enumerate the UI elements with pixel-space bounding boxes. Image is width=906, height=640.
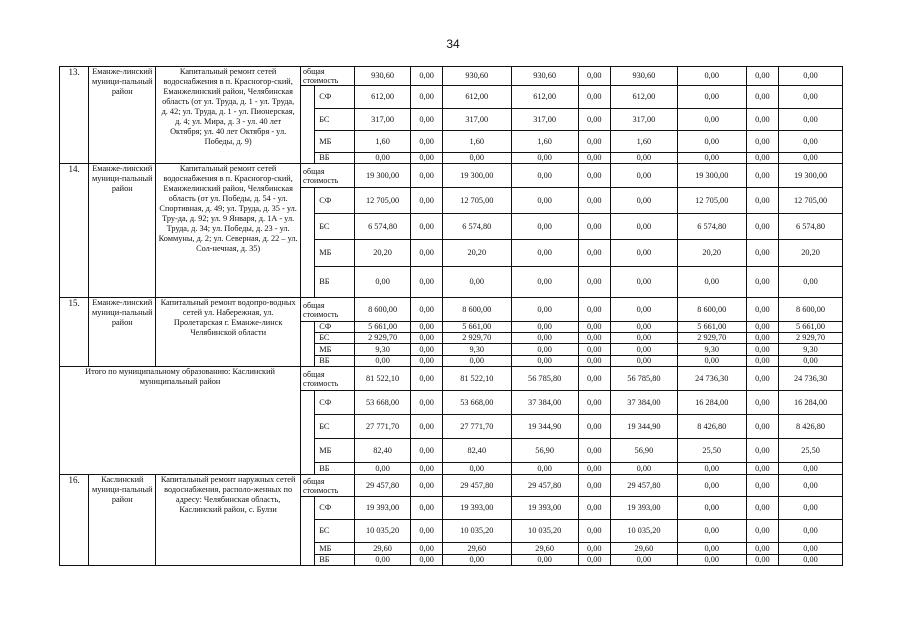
value-cell: 0,00 <box>578 497 610 520</box>
value-cell: 0,00 <box>411 475 442 497</box>
value-cell: 0,00 <box>677 463 746 475</box>
funding-source: ВБ <box>315 153 355 164</box>
total-label: Итого по муниципальному образованию: Каслинский муниципальный район <box>60 367 301 475</box>
value-cell: 0,00 <box>578 415 610 439</box>
value-cell: 0,00 <box>746 555 778 566</box>
value-cell: 2 929,70 <box>354 333 411 344</box>
value-cell: 317,00 <box>511 109 578 131</box>
total-cost-label: общая стоимость <box>301 298 355 322</box>
including-label <box>301 322 315 367</box>
value-cell: 0,00 <box>746 463 778 475</box>
value-cell: 0,00 <box>677 520 746 543</box>
value-cell: 27 771,70 <box>442 415 511 439</box>
total-cost-label: общая стоимость <box>301 475 355 497</box>
value-cell: 9,30 <box>442 344 511 356</box>
value-cell: 0,00 <box>746 497 778 520</box>
value-cell: 0,00 <box>779 555 843 566</box>
value-cell: 5 661,00 <box>779 322 843 333</box>
value-cell: 19 344,90 <box>511 415 578 439</box>
value-cell: 0,00 <box>779 356 843 367</box>
funding-source: ВБ <box>315 555 355 566</box>
value-cell: 0,00 <box>746 164 778 188</box>
value-cell: 0,00 <box>779 475 843 497</box>
value-cell: 0,00 <box>411 109 442 131</box>
value-cell: 0,00 <box>411 86 442 109</box>
value-cell: 81 522,10 <box>354 367 411 391</box>
value-cell: 6 574,80 <box>677 214 746 240</box>
value-cell: 12 705,00 <box>677 188 746 214</box>
value-cell: 0,00 <box>610 188 677 214</box>
value-cell: 0,00 <box>779 131 843 153</box>
value-cell: 9,30 <box>354 344 411 356</box>
value-cell: 0,00 <box>677 86 746 109</box>
value-cell: 0,00 <box>746 188 778 214</box>
value-cell: 19 393,00 <box>610 497 677 520</box>
value-cell: 930,60 <box>354 67 411 86</box>
value-cell: 37 384,00 <box>610 391 677 415</box>
value-cell: 0,00 <box>746 475 778 497</box>
value-cell: 0,00 <box>442 356 511 367</box>
table-row <box>60 367 843 391</box>
value-cell: 8 600,00 <box>442 298 511 322</box>
item-number: 13. <box>60 67 89 164</box>
value-cell: 19 393,00 <box>442 497 511 520</box>
value-cell: 0,00 <box>677 153 746 164</box>
table-row <box>60 298 843 322</box>
work-description: Капитальный ремонт водопро-водных сетей ул. Набережная, ул. Пролетарская г. Еманже-линск Челябинской области <box>156 298 301 367</box>
value-cell: 56,90 <box>511 439 578 463</box>
value-cell: 0,00 <box>610 164 677 188</box>
value-cell: 0,00 <box>411 439 442 463</box>
value-cell: 0,00 <box>746 240 778 267</box>
recipient-name: Еманже-линский муници-пальный район <box>89 164 156 298</box>
value-cell: 0,00 <box>511 463 578 475</box>
value-cell: 0,00 <box>578 439 610 463</box>
value-cell: 0,00 <box>677 67 746 86</box>
value-cell: 0,00 <box>411 543 442 555</box>
including-label <box>301 86 315 164</box>
value-cell: 0,00 <box>746 67 778 86</box>
value-cell: 0,00 <box>442 463 511 475</box>
value-cell: 0,00 <box>511 298 578 322</box>
value-cell: 12 705,00 <box>442 188 511 214</box>
value-cell: 0,00 <box>411 214 442 240</box>
value-cell: 0,00 <box>779 67 843 86</box>
value-cell: 6 574,80 <box>442 214 511 240</box>
value-cell: 0,00 <box>610 555 677 566</box>
value-cell: 0,00 <box>578 333 610 344</box>
value-cell: 0,00 <box>746 391 778 415</box>
value-cell: 0,00 <box>411 415 442 439</box>
value-cell: 0,00 <box>411 555 442 566</box>
value-cell: 0,00 <box>779 109 843 131</box>
page-number: 34 <box>446 37 460 51</box>
value-cell: 0,00 <box>442 267 511 298</box>
value-cell: 0,00 <box>610 356 677 367</box>
value-cell: 1,60 <box>442 131 511 153</box>
value-cell: 0,00 <box>511 356 578 367</box>
value-cell: 0,00 <box>677 131 746 153</box>
value-cell: 19 344,90 <box>610 415 677 439</box>
value-cell: 0,00 <box>677 555 746 566</box>
value-cell: 0,00 <box>578 86 610 109</box>
value-cell: 0,00 <box>610 322 677 333</box>
value-cell: 19 300,00 <box>779 164 843 188</box>
value-cell: 0,00 <box>746 543 778 555</box>
value-cell: 16 284,00 <box>677 391 746 415</box>
value-cell: 0,00 <box>442 555 511 566</box>
value-cell: 0,00 <box>610 463 677 475</box>
value-cell: 0,00 <box>578 356 610 367</box>
value-cell: 0,00 <box>511 333 578 344</box>
value-cell: 0,00 <box>677 356 746 367</box>
value-cell: 53 668,00 <box>442 391 511 415</box>
value-cell: 0,00 <box>779 520 843 543</box>
value-cell: 29 457,80 <box>511 475 578 497</box>
value-cell: 6 574,80 <box>354 214 411 240</box>
value-cell: 2 929,70 <box>779 333 843 344</box>
value-cell: 0,00 <box>354 267 411 298</box>
value-cell: 0,00 <box>746 356 778 367</box>
value-cell: 0,00 <box>677 475 746 497</box>
value-cell: 27 771,70 <box>354 415 411 439</box>
value-cell: 82,40 <box>354 439 411 463</box>
value-cell: 0,00 <box>578 153 610 164</box>
value-cell: 0,00 <box>746 109 778 131</box>
value-cell: 9,30 <box>779 344 843 356</box>
value-cell: 0,00 <box>511 322 578 333</box>
funding-source: ВБ <box>315 267 355 298</box>
value-cell: 8 426,80 <box>779 415 843 439</box>
value-cell: 0,00 <box>578 267 610 298</box>
value-cell: 0,00 <box>442 153 511 164</box>
value-cell: 29,60 <box>442 543 511 555</box>
value-cell: 20,20 <box>442 240 511 267</box>
value-cell: 0,00 <box>578 240 610 267</box>
value-cell: 0,00 <box>610 344 677 356</box>
value-cell: 16 284,00 <box>779 391 843 415</box>
including-label <box>301 497 315 566</box>
total-cost-label: общая стоимость <box>301 367 355 391</box>
funding-source: ВБ <box>315 463 355 475</box>
including-label <box>301 188 315 298</box>
value-cell: 19 300,00 <box>677 164 746 188</box>
financing-table <box>59 66 843 566</box>
value-cell: 0,00 <box>578 344 610 356</box>
funding-source: ВБ <box>315 356 355 367</box>
value-cell: 0,00 <box>746 86 778 109</box>
value-cell: 20,20 <box>779 240 843 267</box>
value-cell: 29,60 <box>354 543 411 555</box>
value-cell: 82,40 <box>442 439 511 463</box>
value-cell: 612,00 <box>511 86 578 109</box>
value-cell: 0,00 <box>578 131 610 153</box>
value-cell: 930,60 <box>610 67 677 86</box>
value-cell: 0,00 <box>411 240 442 267</box>
value-cell: 0,00 <box>354 463 411 475</box>
value-cell: 24 736,30 <box>779 367 843 391</box>
funding-source: СФ <box>315 497 355 520</box>
funding-source: МБ <box>315 131 355 153</box>
value-cell: 0,00 <box>610 214 677 240</box>
work-description: Капитальный ремонт наружных сетей водоснабжения, располо-женных по адресу: Челябинская область, Каслинский район, с. Булзи <box>156 475 301 566</box>
value-cell: 9,30 <box>677 344 746 356</box>
funding-source: БС <box>315 109 355 131</box>
table-row <box>60 67 843 86</box>
value-cell: 25,50 <box>779 439 843 463</box>
value-cell: 0,00 <box>511 267 578 298</box>
value-cell: 8 426,80 <box>677 415 746 439</box>
value-cell: 0,00 <box>578 367 610 391</box>
value-cell: 0,00 <box>411 322 442 333</box>
funding-source: БС <box>315 333 355 344</box>
funding-source: МБ <box>315 240 355 267</box>
value-cell: 1,60 <box>354 131 411 153</box>
value-cell: 29 457,80 <box>610 475 677 497</box>
value-cell: 0,00 <box>746 131 778 153</box>
value-cell: 0,00 <box>578 543 610 555</box>
value-cell: 19 393,00 <box>354 497 411 520</box>
value-cell: 0,00 <box>746 214 778 240</box>
value-cell: 0,00 <box>578 555 610 566</box>
funding-source: СФ <box>315 322 355 333</box>
funding-source: СФ <box>315 86 355 109</box>
value-cell: 0,00 <box>746 153 778 164</box>
value-cell: 53 668,00 <box>354 391 411 415</box>
value-cell: 8 600,00 <box>779 298 843 322</box>
value-cell: 0,00 <box>578 214 610 240</box>
value-cell: 56 785,80 <box>610 367 677 391</box>
value-cell: 0,00 <box>746 415 778 439</box>
value-cell: 317,00 <box>354 109 411 131</box>
value-cell: 0,00 <box>411 344 442 356</box>
value-cell: 0,00 <box>578 67 610 86</box>
value-cell: 0,00 <box>746 439 778 463</box>
funding-source: БС <box>315 214 355 240</box>
value-cell: 0,00 <box>610 267 677 298</box>
item-number: 14. <box>60 164 89 298</box>
recipient-name: Еманже-линский муници-пальный район <box>89 298 156 367</box>
value-cell: 0,00 <box>511 555 578 566</box>
value-cell: 56,90 <box>610 439 677 463</box>
value-cell: 0,00 <box>610 298 677 322</box>
value-cell: 0,00 <box>578 520 610 543</box>
value-cell: 0,00 <box>578 475 610 497</box>
value-cell: 6 574,80 <box>779 214 843 240</box>
table-row <box>60 475 843 497</box>
value-cell: 0,00 <box>746 344 778 356</box>
value-cell: 0,00 <box>511 214 578 240</box>
value-cell: 10 035,20 <box>511 520 578 543</box>
value-cell: 0,00 <box>779 497 843 520</box>
funding-source: СФ <box>315 188 355 214</box>
value-cell: 0,00 <box>578 391 610 415</box>
value-cell: 0,00 <box>746 298 778 322</box>
funding-source: МБ <box>315 344 355 356</box>
item-number: 15. <box>60 298 89 367</box>
value-cell: 0,00 <box>578 322 610 333</box>
value-cell: 20,20 <box>354 240 411 267</box>
value-cell: 930,60 <box>511 67 578 86</box>
value-cell: 317,00 <box>610 109 677 131</box>
table-row <box>60 164 843 188</box>
value-cell: 612,00 <box>354 86 411 109</box>
value-cell: 0,00 <box>411 463 442 475</box>
value-cell: 0,00 <box>411 267 442 298</box>
value-cell: 20,20 <box>677 240 746 267</box>
value-cell: 56 785,80 <box>511 367 578 391</box>
item-number: 16. <box>60 475 89 566</box>
value-cell: 0,00 <box>746 520 778 543</box>
value-cell: 0,00 <box>411 188 442 214</box>
value-cell: 37 384,00 <box>511 391 578 415</box>
value-cell: 0,00 <box>746 367 778 391</box>
total-cost-label: общая стоимость <box>301 164 355 188</box>
value-cell: 0,00 <box>578 188 610 214</box>
value-cell: 8 600,00 <box>677 298 746 322</box>
value-cell: 29 457,80 <box>354 475 411 497</box>
value-cell: 24 736,30 <box>677 367 746 391</box>
value-cell: 0,00 <box>411 520 442 543</box>
value-cell: 0,00 <box>411 67 442 86</box>
value-cell: 19 300,00 <box>442 164 511 188</box>
funding-source: МБ <box>315 439 355 463</box>
value-cell: 0,00 <box>578 298 610 322</box>
value-cell: 0,00 <box>779 463 843 475</box>
value-cell: 2 929,70 <box>442 333 511 344</box>
value-cell: 0,00 <box>610 153 677 164</box>
work-description: Капитальный ремонт сетей водоснабжения в п. Красногор-ский, Еманжелинский район, Челябинская область (от ул. Труда, д. 1 - ул. Труда, д. 42; ул. Труда, д. 1 - ул. Пионерская, д. 4; ул. Мира, д. 3 - ул. 40 лет Октября; ул. 40 лет Октября - ул. Победы, д. 9) <box>156 67 301 164</box>
value-cell: 0,00 <box>411 333 442 344</box>
value-cell: 0,00 <box>511 164 578 188</box>
value-cell: 2 929,70 <box>677 333 746 344</box>
value-cell: 0,00 <box>411 367 442 391</box>
value-cell: 12 705,00 <box>354 188 411 214</box>
value-cell: 19 393,00 <box>511 497 578 520</box>
funding-source: БС <box>315 415 355 439</box>
value-cell: 612,00 <box>442 86 511 109</box>
value-cell: 0,00 <box>578 164 610 188</box>
value-cell: 0,00 <box>411 164 442 188</box>
value-cell: 0,00 <box>354 555 411 566</box>
value-cell: 0,00 <box>746 333 778 344</box>
value-cell: 0,00 <box>610 240 677 267</box>
value-cell: 0,00 <box>411 497 442 520</box>
value-cell: 1,60 <box>511 131 578 153</box>
value-cell: 0,00 <box>677 497 746 520</box>
value-cell: 0,00 <box>411 153 442 164</box>
work-description: Капитальный ремонт сетей водоснабжения в п. Красногор-ский, Еманжелинский район, Челябинская область (от ул. Победы, д. 54 - ул. Спортивная, д. 49; ул. Труда, д. 35 - ул. Тру-да, д. 92; ул. 9 Января, д. 1А - ул. Труда, д. 34; ул. Победы, д. 23 - ул. Коммуны, д. 2; ул. Северная, д. 22 – ул. Сол-нечная, д. 35) <box>156 164 301 298</box>
value-cell: 930,60 <box>442 67 511 86</box>
value-cell: 0,00 <box>779 543 843 555</box>
value-cell: 10 035,20 <box>610 520 677 543</box>
value-cell: 0,00 <box>746 267 778 298</box>
value-cell: 0,00 <box>511 344 578 356</box>
funding-source: МБ <box>315 543 355 555</box>
value-cell: 0,00 <box>411 391 442 415</box>
value-cell: 81 522,10 <box>442 367 511 391</box>
total-cost-label: общая стоимость <box>301 67 355 86</box>
funding-source: БС <box>315 520 355 543</box>
value-cell: 5 661,00 <box>354 322 411 333</box>
recipient-name: Еманже-линский муници-пальный район <box>89 67 156 164</box>
value-cell: 0,00 <box>677 267 746 298</box>
value-cell: 19 300,00 <box>354 164 411 188</box>
value-cell: 0,00 <box>779 153 843 164</box>
value-cell: 29,60 <box>511 543 578 555</box>
value-cell: 25,50 <box>677 439 746 463</box>
value-cell: 0,00 <box>511 153 578 164</box>
value-cell: 12 705,00 <box>779 188 843 214</box>
value-cell: 29 457,80 <box>442 475 511 497</box>
value-cell: 0,00 <box>677 543 746 555</box>
value-cell: 5 661,00 <box>677 322 746 333</box>
value-cell: 0,00 <box>578 463 610 475</box>
value-cell: 0,00 <box>746 322 778 333</box>
value-cell: 0,00 <box>354 153 411 164</box>
value-cell: 612,00 <box>610 86 677 109</box>
value-cell: 0,00 <box>610 333 677 344</box>
recipient-name: Каслинский муници-пальный район <box>89 475 156 566</box>
value-cell: 1,60 <box>610 131 677 153</box>
value-cell: 5 661,00 <box>442 322 511 333</box>
value-cell: 0,00 <box>779 86 843 109</box>
including-label <box>301 391 315 475</box>
funding-source: СФ <box>315 391 355 415</box>
value-cell: 10 035,20 <box>354 520 411 543</box>
value-cell: 8 600,00 <box>354 298 411 322</box>
value-cell: 0,00 <box>411 298 442 322</box>
value-cell: 10 035,20 <box>442 520 511 543</box>
value-cell: 0,00 <box>511 188 578 214</box>
value-cell: 0,00 <box>779 267 843 298</box>
value-cell: 0,00 <box>354 356 411 367</box>
value-cell: 0,00 <box>411 131 442 153</box>
value-cell: 29,60 <box>610 543 677 555</box>
value-cell: 0,00 <box>578 109 610 131</box>
value-cell: 317,00 <box>442 109 511 131</box>
value-cell: 0,00 <box>511 240 578 267</box>
value-cell: 0,00 <box>677 109 746 131</box>
value-cell: 0,00 <box>411 356 442 367</box>
